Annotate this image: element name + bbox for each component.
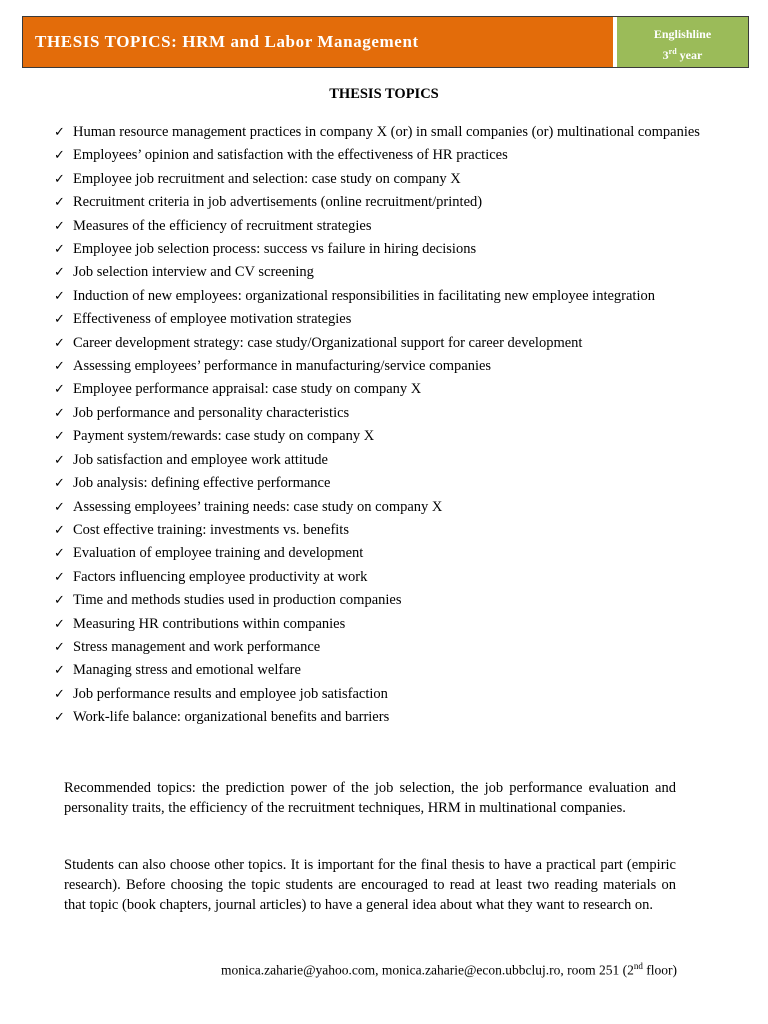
check-mark-icon: ✓ <box>54 546 65 562</box>
check-mark-icon: ✓ <box>54 148 65 164</box>
list-item <box>54 542 714 565</box>
topic-text: Evaluation of employee training and development <box>73 545 364 562</box>
list-item <box>54 332 714 355</box>
check-mark-icon: ✓ <box>54 710 65 726</box>
list-item <box>54 449 714 472</box>
topic-text: Managing stress and emotional welfare <box>73 662 301 679</box>
list-item <box>54 683 714 706</box>
topic-text: Job selection interview and CV screening <box>73 264 314 281</box>
check-mark-icon: ✓ <box>54 452 65 468</box>
topic-text: Payment system/rewards: case study on company X <box>73 428 375 445</box>
topic-text: Measuring HR contributions within companies <box>73 615 346 632</box>
topic-text: Employees’ opinion and satisfaction with the effectiveness of HR practices <box>73 147 508 164</box>
list-item <box>54 355 714 378</box>
check-mark-icon: ✓ <box>54 218 65 234</box>
topic-text: Employee job recruitment and selection: case study on company X <box>73 170 461 187</box>
floor-suffix: nd <box>633 961 643 971</box>
year-word: year <box>676 48 703 62</box>
list-item <box>54 261 714 284</box>
check-mark-icon: ✓ <box>54 429 65 445</box>
check-mark-icon: ✓ <box>54 195 65 211</box>
section-title: THESIS TOPICS <box>329 86 439 102</box>
list-item <box>54 519 714 542</box>
topic-text: Stress management and work performance <box>73 638 321 655</box>
list-item <box>54 191 714 214</box>
check-mark-icon: ✓ <box>54 639 65 655</box>
check-mark-icon: ✓ <box>54 288 65 304</box>
list-item <box>54 472 714 495</box>
header-info-box <box>617 17 748 67</box>
header-line-label: Englishline <box>653 27 712 41</box>
list-item <box>54 425 714 448</box>
check-mark-icon: ✓ <box>54 125 65 140</box>
topic-text: Induction of new employees: organizational responsibilities in facilitating new employee integration <box>73 287 655 304</box>
contact-footer <box>221 961 677 979</box>
topic-text: Assessing employees’ training needs: case study on company X <box>73 498 443 515</box>
list-item <box>54 636 714 659</box>
list-item <box>54 121 714 144</box>
topic-text: Job analysis: defining effective performance <box>73 475 331 492</box>
header-title: THESIS TOPICS: HRM and Labor Management <box>35 32 419 51</box>
check-mark-icon: ✓ <box>54 405 65 421</box>
topics-list <box>54 121 714 730</box>
list-item <box>54 613 714 636</box>
topic-text: Human resource management practices in company X (or) in small companies (or) multinational companies <box>73 124 700 140</box>
document-header <box>22 16 749 68</box>
other-topics-paragraph: Students can also choose other topics. It is important for the final thesis to have a practical part (empiric research). Before choosing the topic students are encouraged to read at least two reading materials on that topic (book chapters, journal articles) to have a general idea about what they want to research on. <box>64 857 676 913</box>
list-item <box>54 659 714 682</box>
check-mark-icon: ✓ <box>54 499 65 515</box>
list-item <box>54 378 714 401</box>
check-mark-icon: ✓ <box>54 312 65 328</box>
list-item <box>54 168 714 191</box>
check-mark-icon: ✓ <box>54 593 65 609</box>
check-mark-icon: ✓ <box>54 686 65 702</box>
list-item <box>54 308 714 331</box>
check-mark-icon: ✓ <box>54 242 65 258</box>
list-item <box>54 589 714 612</box>
topic-text: Cost effective training: investments vs. benefits <box>73 521 349 538</box>
check-mark-icon: ✓ <box>54 663 65 679</box>
header-title-box <box>23 17 617 67</box>
list-item <box>54 285 714 308</box>
topic-text: Employee job selection process: success vs failure in hiring decisions <box>73 241 477 258</box>
check-mark-icon: ✓ <box>54 335 65 351</box>
check-mark-icon: ✓ <box>54 171 65 187</box>
year-suffix: rd <box>668 47 677 56</box>
check-mark-icon: ✓ <box>54 265 65 281</box>
topic-text: Career development strategy: case study/Organizational support for career development <box>73 334 583 351</box>
check-mark-icon: ✓ <box>54 522 65 538</box>
topic-text: Work-life balance: organizational benefits and barriers <box>73 709 390 726</box>
topic-text: Effectiveness of employee motivation strategies <box>73 311 352 328</box>
recommended-topics-paragraph: Recommended topics: the prediction power of the job selection, the job performance evaluation and personality traits, the efficiency of the recruitment techniques, HRM in multinational companies. <box>64 780 676 816</box>
topic-text: Job satisfaction and employee work attitude <box>73 451 328 468</box>
topic-text: Assessing employees’ performance in manufacturing/service companies <box>73 358 492 375</box>
list-item <box>54 144 714 167</box>
list-item <box>54 215 714 238</box>
list-item <box>54 566 714 589</box>
topic-text: Factors influencing employee productivity at work <box>73 568 368 585</box>
list-item <box>54 496 714 519</box>
floor-end: floor) <box>642 962 677 978</box>
year-number: 3 <box>662 48 669 62</box>
topic-text: Employee performance appraisal: case study on company X <box>73 381 422 398</box>
topic-text: Recruitment criteria in job advertisements (online recruitment/printed) <box>73 194 483 211</box>
header-year-label <box>617 43 748 64</box>
topic-text: Time and methods studies used in production companies <box>73 592 402 609</box>
check-mark-icon: ✓ <box>54 569 65 585</box>
list-item <box>54 402 714 425</box>
contact-text: monica.zaharie@yahoo.com, monica.zaharie@econ.ubbcluj.ro, room 251 (2 <box>221 962 634 978</box>
topic-text: Measures of the efficiency of recruitment strategies <box>73 217 372 234</box>
topic-text: Job performance and personality characteristics <box>73 404 350 421</box>
check-mark-icon: ✓ <box>54 616 65 632</box>
list-item <box>54 238 714 261</box>
check-mark-icon: ✓ <box>54 476 65 492</box>
list-item <box>54 706 714 729</box>
topic-text: Job performance results and employee job satisfaction <box>73 685 388 702</box>
check-mark-icon: ✓ <box>54 359 65 375</box>
check-mark-icon: ✓ <box>54 382 65 398</box>
